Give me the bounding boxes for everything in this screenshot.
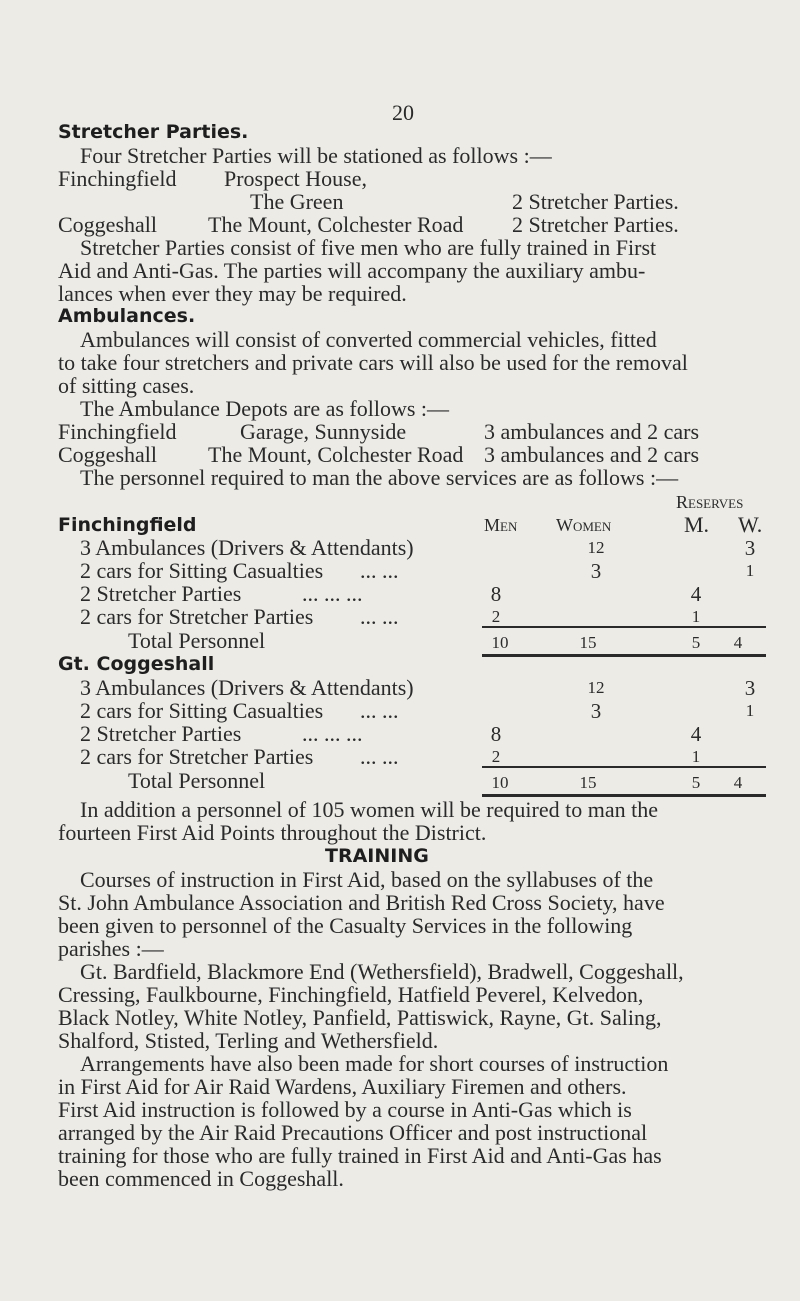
table-row-dots: ... ...: [360, 558, 399, 583]
arrangements-para-line: been commenced in Coggeshall.: [58, 1166, 344, 1191]
cell-reserve-m: 1: [691, 607, 701, 626]
arrangements-para-line: in First Aid for Air Raid Wardens, Auxiliary Firemen and others.: [58, 1074, 627, 1099]
total-reserve-m: 5: [691, 633, 701, 652]
cell-reserve-m: 4: [690, 582, 702, 606]
total-women: 15: [579, 633, 597, 652]
arrangements-para-line: Arrangements have also been made for short courses of instruction: [80, 1051, 669, 1076]
depot-place-coggeshall: Coggeshall: [58, 442, 157, 467]
stretcher-location-finchingfield-a: Prospect House,: [224, 166, 367, 191]
addition-para-line: fourteen First Aid Points throughout the District.: [58, 820, 487, 845]
parishes-line: Gt. Bardfield, Blackmore End (Wethersfield), Bradwell, Coggeshall,: [80, 959, 684, 984]
table-row-dots: ... ... ...: [302, 721, 363, 746]
table-row-label: 2 cars for Stretcher Parties: [80, 744, 314, 769]
arrangements-para-line: arranged by the Air Raid Precautions Officer and post instructional: [58, 1120, 648, 1145]
stretcher-location-coggeshall: The Mount, Colchester Road: [208, 212, 464, 237]
ambulances-para-line: to take four stretchers and private cars will also be used for the removal: [58, 350, 688, 375]
stretcher-count-coggeshall: 2 Stretcher Parties.: [512, 212, 679, 237]
table-row-label: 2 cars for Sitting Casualties: [80, 558, 324, 583]
training-para-line: Courses of instruction in First Aid, based on the syllabuses of the: [80, 867, 654, 892]
table-row-label: 2 Stretcher Parties: [80, 721, 242, 746]
total-reserve-m: 5: [691, 773, 701, 792]
section-title-coggeshall: Gt. Coggeshall: [58, 653, 215, 675]
stretcher-parties-heading: Stretcher Parties.: [58, 121, 249, 143]
personnel-intro: The personnel required to man the above services are as follows :—: [80, 465, 679, 490]
cell-reserve-w: 3: [744, 536, 756, 560]
parishes-line: Shalford, Stisted, Terling and Wethersfield.: [58, 1028, 439, 1053]
table-row-label: 2 cars for Sitting Casualties: [80, 698, 324, 723]
depots-intro: The Ambulance Depots are as follows :—: [80, 396, 450, 421]
total-reserve-w: 4: [733, 773, 743, 792]
table-row-label: 3 Ambulances (Drivers & Attendants): [80, 675, 414, 700]
cell-reserve-m: 1: [691, 747, 701, 766]
stretcher-location-finchingfield-b: The Green: [250, 189, 344, 214]
cell-men: 2: [491, 607, 501, 626]
cell-reserve-m: 4: [690, 722, 702, 746]
depot-location-finchingfield: Garage, Sunnyside: [240, 419, 407, 444]
total-men: 10: [491, 633, 509, 652]
page-number: 20: [392, 100, 414, 125]
table-row-dots: ... ...: [360, 604, 399, 629]
column-header-men: Men: [484, 515, 518, 535]
table-total-rule: [482, 654, 766, 657]
training-heading: TRAINING: [325, 845, 429, 867]
stretcher-para-line: Stretcher Parties consist of five men who are fully trained in First: [80, 235, 657, 260]
stretcher-place-finchingfield: Finchingfield: [58, 166, 177, 191]
stretcher-para-line: lances when ever they may be required.: [58, 281, 407, 306]
ambulances-heading: Ambulances.: [58, 305, 196, 327]
stretcher-count-finchingfield: 2 Stretcher Parties.: [512, 189, 679, 214]
table-row-label: 3 Ambulances (Drivers & Attendants): [80, 535, 414, 560]
stretcher-place-coggeshall: Coggeshall: [58, 212, 157, 237]
addition-para-line: In addition a personnel of 105 women will be required to man the: [80, 797, 658, 822]
parishes-line: Black Notley, White Notley, Panfield, Pattiswick, Rayne, Gt. Saling,: [58, 1005, 662, 1030]
section-title-finchingfield: Finchingfield: [58, 514, 197, 536]
stretcher-intro: Four Stretcher Parties will be stationed as follows :—: [80, 143, 552, 168]
total-women: 15: [579, 773, 597, 792]
total-reserve-w: 4: [733, 633, 743, 652]
total-personnel-label: Total Personnel: [128, 768, 266, 793]
depot-place-finchingfield: Finchingfield: [58, 419, 177, 444]
cell-women: 12: [587, 678, 605, 697]
table-row-dots: ... ... ...: [302, 581, 363, 606]
ambulances-para-line: Ambulances will consist of converted commercial vehicles, fitted: [80, 327, 657, 352]
cell-men: 8: [490, 582, 502, 606]
stretcher-para-line: Aid and Anti-Gas. The parties will accompany the auxiliary ambu-: [58, 258, 646, 283]
cell-men: 2: [491, 747, 501, 766]
table-row-label: 2 Stretcher Parties: [80, 581, 242, 606]
depot-count-finchingfield: 3 ambulances and 2 cars: [484, 419, 700, 444]
table-row-dots: ... ...: [360, 744, 399, 769]
table-row-dots: ... ...: [360, 698, 399, 723]
parishes-line: Cressing, Faulkbourne, Finchingfield, Hatfield Peverel, Kelvedon,: [58, 982, 644, 1007]
arrangements-para-line: First Aid instruction is followed by a course in Anti-Gas which is: [58, 1097, 632, 1122]
training-para-line: parishes :—: [58, 936, 164, 961]
column-header-reserve-w: W.: [738, 512, 763, 537]
training-para-line: St. John Ambulance Association and British Red Cross Society, have: [58, 890, 665, 915]
reserves-header: Reserves: [676, 492, 744, 512]
arrangements-para-line: training for those who are fully trained in First Aid and Anti-Gas has: [58, 1143, 662, 1168]
table-subtotal-rule: [482, 626, 766, 628]
cell-reserve-w: 1: [745, 561, 755, 580]
ambulances-para-line: of sitting cases.: [58, 373, 195, 398]
depot-count-coggeshall: 3 ambulances and 2 cars: [484, 442, 700, 467]
cell-women: 3: [590, 699, 602, 723]
total-personnel-label: Total Personnel: [128, 628, 266, 653]
column-header-women: Women: [556, 515, 612, 535]
cell-men: 8: [490, 722, 502, 746]
cell-reserve-w: 3: [744, 676, 756, 700]
cell-women: 3: [590, 559, 602, 583]
column-header-reserve-m: M.: [684, 512, 710, 537]
training-para-line: been given to personnel of the Casualty Services in the following: [58, 913, 633, 938]
cell-reserve-w: 1: [745, 701, 755, 720]
table-row-label: 2 cars for Stretcher Parties: [80, 604, 314, 629]
table-subtotal-rule: [482, 766, 766, 768]
cell-women: 12: [587, 538, 605, 557]
depot-location-coggeshall: The Mount, Colchester Road: [208, 442, 464, 467]
total-men: 10: [491, 773, 509, 792]
